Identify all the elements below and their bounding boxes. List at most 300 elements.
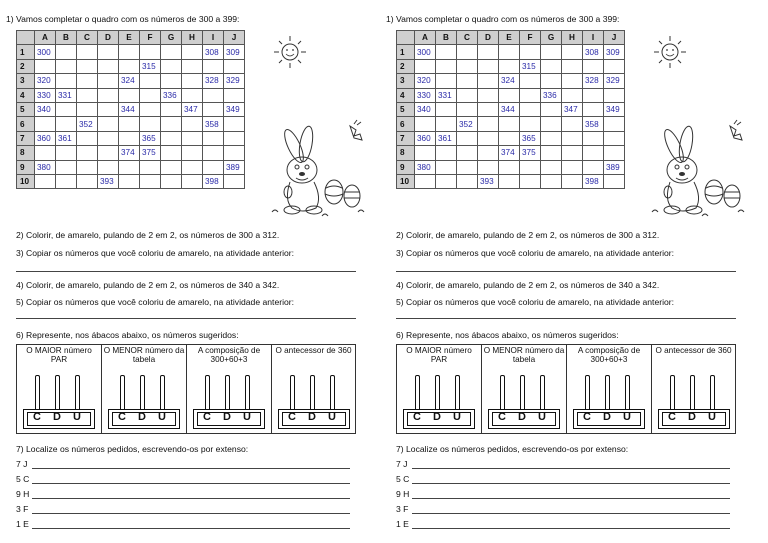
grid-cell[interactable] — [77, 160, 98, 174]
grid-cell[interactable] — [478, 160, 499, 174]
grid-cell[interactable] — [182, 45, 203, 59]
grid-row — [397, 146, 625, 160]
grid-cell[interactable] — [98, 45, 119, 59]
grid-cell[interactable] — [161, 45, 182, 59]
grid-cell[interactable] — [140, 117, 161, 131]
grid-cell[interactable]: 380 — [35, 160, 56, 174]
grid-cell[interactable] — [224, 88, 245, 102]
grid-cell[interactable]: 336 — [541, 88, 562, 102]
abacus-rod[interactable] — [140, 375, 145, 411]
grid-cell[interactable] — [562, 174, 583, 188]
abacus-rod[interactable] — [585, 375, 590, 411]
answer-line-q5[interactable] — [16, 318, 356, 319]
grid-cell[interactable] — [457, 174, 478, 188]
grid-cell[interactable] — [77, 102, 98, 116]
answer-line-q3[interactable] — [396, 271, 736, 272]
abacus-cell[interactable] — [272, 345, 355, 433]
abacus-title: O MENOR número da tabela — [483, 346, 565, 364]
grid-cell[interactable] — [583, 59, 604, 73]
answer-line-q5[interactable] — [396, 318, 736, 319]
grid-cell[interactable] — [478, 102, 499, 116]
grid-row-header: 8 — [17, 146, 35, 160]
grid-cell[interactable]: 380 — [415, 160, 436, 174]
grid-row-header: 5 — [397, 102, 415, 116]
abacus-cell[interactable] — [652, 345, 735, 433]
grid-cell[interactable] — [56, 160, 77, 174]
grid-cell[interactable] — [182, 131, 203, 145]
grid-cell[interactable] — [478, 117, 499, 131]
grid-cell[interactable] — [520, 117, 541, 131]
grid-cell[interactable] — [182, 88, 203, 102]
question-4: 4) Colorir, de amarelo, pulando de 2 em 2, os números de 340 a 342. — [396, 280, 660, 290]
grid-cell[interactable] — [98, 146, 119, 160]
grid-cell[interactable]: 365 — [520, 131, 541, 145]
grid-cell[interactable] — [56, 146, 77, 160]
abacus-rod[interactable] — [455, 375, 460, 411]
grid-cell[interactable] — [541, 146, 562, 160]
grid-cell[interactable] — [541, 131, 562, 145]
grid-cell[interactable] — [182, 174, 203, 188]
abacus-title: A composição de 300+60+3 — [197, 346, 261, 364]
grid-cell[interactable]: 352 — [457, 117, 478, 131]
grid-cell[interactable] — [457, 59, 478, 73]
grid-cell[interactable] — [203, 88, 224, 102]
q7-answer-line[interactable] — [32, 498, 350, 499]
abacus-title: O MAIOR número PAR — [406, 346, 472, 364]
grid-cell[interactable] — [224, 59, 245, 73]
grid-row — [17, 102, 245, 116]
grid-cell[interactable] — [182, 117, 203, 131]
grid-row-header: 5 — [17, 102, 35, 116]
question-5: 5) Copiar os números que você coloriu de amarelo, na atividade anterior: — [16, 297, 295, 307]
grid-cell[interactable] — [203, 102, 224, 116]
grid-cell[interactable]: 330 — [415, 88, 436, 102]
grid-cell[interactable]: 300 — [415, 45, 436, 59]
grid-cell[interactable] — [35, 117, 56, 131]
grid-cell[interactable]: 331 — [436, 88, 457, 102]
abacus-place-label: C — [583, 411, 591, 423]
grid-cell[interactable] — [182, 59, 203, 73]
abacus-title: O antecessor de 360 — [655, 346, 732, 355]
grid-column-header: I — [203, 31, 224, 45]
grid-cell[interactable]: 328 — [583, 74, 604, 88]
question-2: 2) Colorir, de amarelo, pulando de 2 em 2, os números de 300 a 312. — [396, 230, 660, 240]
grid-cell[interactable] — [583, 88, 604, 102]
grid-cell[interactable] — [140, 160, 161, 174]
grid-cell[interactable] — [56, 174, 77, 188]
grid-cell[interactable] — [562, 45, 583, 59]
grid-cell[interactable] — [161, 59, 182, 73]
q7-answer-line[interactable] — [32, 528, 350, 529]
grid-cell[interactable] — [457, 74, 478, 88]
grid-cell[interactable] — [119, 88, 140, 102]
grid-cell[interactable] — [436, 59, 457, 73]
grid-column-header: D — [98, 31, 119, 45]
grid-cell[interactable] — [56, 59, 77, 73]
grid-cell[interactable] — [415, 174, 436, 188]
grid-cell[interactable] — [604, 59, 625, 73]
grid-cell[interactable]: 398 — [203, 174, 224, 188]
abacus-cell[interactable] — [17, 345, 102, 433]
grid-cell[interactable] — [562, 74, 583, 88]
grid-cell[interactable] — [457, 160, 478, 174]
grid-cell[interactable] — [203, 160, 224, 174]
grid-cell[interactable] — [583, 131, 604, 145]
grid-cell[interactable] — [119, 174, 140, 188]
grid-cell[interactable] — [77, 45, 98, 59]
grid-column-header: A — [35, 31, 56, 45]
grid-cell[interactable] — [562, 131, 583, 145]
grid-cell[interactable]: 389 — [224, 160, 245, 174]
grid-cell[interactable] — [161, 102, 182, 116]
grid-cell[interactable] — [140, 88, 161, 102]
grid-cell[interactable]: 393 — [98, 174, 119, 188]
question-7: 7) Localize os números pedidos, escrevendo-os por extenso: — [396, 444, 629, 454]
grid-cell[interactable] — [77, 131, 98, 145]
grid-cell[interactable] — [499, 45, 520, 59]
abacus-rod[interactable] — [435, 375, 440, 411]
grid-cell[interactable]: 361 — [436, 131, 457, 145]
grid-cell[interactable]: 324 — [499, 74, 520, 88]
abacus-rod[interactable] — [415, 375, 420, 411]
q7-answer-line[interactable] — [412, 498, 730, 499]
q7-answer-line[interactable] — [412, 483, 730, 484]
grid-corner — [397, 31, 415, 45]
grid-cell[interactable]: 360 — [415, 131, 436, 145]
q7-item-label: 7 J — [396, 459, 408, 469]
grid-cell[interactable] — [77, 74, 98, 88]
grid-cell[interactable] — [98, 160, 119, 174]
question-7: 7) Localize os números pedidos, escrevendo-os por extenso: — [16, 444, 249, 454]
grid-cell[interactable] — [499, 59, 520, 73]
grid-row — [397, 131, 625, 145]
grid-cell[interactable]: 340 — [35, 102, 56, 116]
q7-answer-line[interactable] — [412, 468, 730, 469]
grid-cell[interactable]: 309 — [224, 45, 245, 59]
grid-cell[interactable]: 344 — [499, 102, 520, 116]
grid-cell[interactable] — [436, 45, 457, 59]
grid-cell[interactable] — [520, 102, 541, 116]
grid-cell[interactable] — [604, 131, 625, 145]
grid-cell[interactable] — [520, 45, 541, 59]
grid-cell[interactable] — [119, 160, 140, 174]
grid-cell[interactable] — [478, 131, 499, 145]
grid-cell[interactable]: 375 — [520, 146, 541, 160]
grid-cell[interactable]: 374 — [499, 146, 520, 160]
grid-cell[interactable] — [182, 74, 203, 88]
grid-cell[interactable]: 358 — [203, 117, 224, 131]
abacus-cell[interactable] — [482, 345, 567, 433]
grid-cell[interactable] — [119, 117, 140, 131]
grid-cell[interactable] — [436, 146, 457, 160]
grid-cell[interactable] — [415, 59, 436, 73]
grid-cell[interactable] — [203, 59, 224, 73]
grid-cell[interactable]: 320 — [35, 74, 56, 88]
grid-cell[interactable] — [457, 131, 478, 145]
grid-cell[interactable] — [415, 146, 436, 160]
grid-cell[interactable]: 352 — [77, 117, 98, 131]
grid-cell[interactable]: 308 — [203, 45, 224, 59]
grid-column-header: B — [436, 31, 457, 45]
grid-cell[interactable] — [140, 102, 161, 116]
grid-cell[interactable] — [119, 45, 140, 59]
grid-row — [397, 160, 625, 174]
grid-cell[interactable] — [604, 146, 625, 160]
grid-cell[interactable] — [520, 160, 541, 174]
grid-cell[interactable]: 344 — [119, 102, 140, 116]
grid-cell[interactable] — [98, 88, 119, 102]
abacus-rod[interactable] — [605, 375, 610, 411]
abacus-rod[interactable] — [520, 375, 525, 411]
question-1: 1) Vamos completar o quadro com os números de 300 a 399: — [6, 14, 240, 24]
abacus-rod[interactable] — [55, 375, 60, 411]
grid-cell[interactable] — [541, 160, 562, 174]
grid-cell[interactable] — [499, 88, 520, 102]
grid-row-header: 10 — [17, 174, 35, 188]
grid-cell[interactable] — [457, 88, 478, 102]
grid-cell[interactable] — [182, 146, 203, 160]
grid-cell[interactable] — [478, 74, 499, 88]
grid-cell[interactable] — [562, 117, 583, 131]
grid-cell[interactable] — [583, 160, 604, 174]
grid-cell[interactable] — [140, 45, 161, 59]
abacus-rod[interactable] — [500, 375, 505, 411]
grid-row-header: 2 — [397, 59, 415, 73]
grid-row — [397, 88, 625, 102]
grid-cell[interactable] — [562, 160, 583, 174]
abacus-place-label: D — [688, 411, 696, 423]
grid-cell[interactable]: 349 — [604, 102, 625, 116]
grid-column-header: G — [161, 31, 182, 45]
abacus-rod[interactable] — [245, 375, 250, 411]
grid-cell[interactable] — [224, 131, 245, 145]
grid-cell[interactable] — [98, 102, 119, 116]
abacus-rod[interactable] — [75, 375, 80, 411]
grid-cell[interactable] — [140, 74, 161, 88]
q7-item-label: 9 H — [16, 489, 30, 499]
abacus-rod[interactable] — [625, 375, 630, 411]
q7-item-label: 5 C — [396, 474, 410, 484]
abacus-rod[interactable] — [120, 375, 125, 411]
grid-cell[interactable] — [203, 146, 224, 160]
grid-cell[interactable] — [604, 174, 625, 188]
grid-row — [397, 59, 625, 73]
sun-drawing — [652, 34, 688, 75]
grid-cell[interactable] — [520, 88, 541, 102]
q7-item-label: 3 F — [16, 504, 29, 514]
grid-cell[interactable] — [541, 102, 562, 116]
grid-row — [397, 45, 625, 59]
grid-row — [17, 88, 245, 102]
grid-cell[interactable] — [541, 59, 562, 73]
grid-cell[interactable] — [161, 160, 182, 174]
grid-cell[interactable] — [35, 146, 56, 160]
grid-cell[interactable]: 389 — [604, 160, 625, 174]
abacus-rod[interactable] — [225, 375, 230, 411]
grid-cell[interactable] — [98, 131, 119, 145]
abacus-cell[interactable] — [102, 345, 187, 433]
grid-cell[interactable] — [35, 174, 56, 188]
grid-cell[interactable] — [77, 59, 98, 73]
abacus-rod[interactable] — [290, 375, 295, 411]
grid-cell[interactable]: 324 — [119, 74, 140, 88]
grid-cell[interactable] — [35, 59, 56, 73]
abacus-rod[interactable] — [690, 375, 695, 411]
grid-cell[interactable] — [499, 160, 520, 174]
grid-cell[interactable] — [161, 174, 182, 188]
grid-row — [17, 174, 245, 188]
grid-cell[interactable] — [56, 45, 77, 59]
question-3: 3) Copiar os números que você coloriu de amarelo, na atividade anterior: — [16, 248, 295, 258]
grid-cell[interactable] — [98, 74, 119, 88]
grid-cell[interactable]: 393 — [478, 174, 499, 188]
question-5: 5) Copiar os números que você coloriu de amarelo, na atividade anterior: — [396, 297, 675, 307]
grid-cell[interactable] — [478, 146, 499, 160]
grid-cell[interactable] — [98, 117, 119, 131]
q7-answer-line[interactable] — [412, 528, 730, 529]
grid-cell[interactable] — [436, 74, 457, 88]
grid-cell[interactable]: 300 — [35, 45, 56, 59]
grid-cell[interactable] — [478, 88, 499, 102]
grid-cell[interactable] — [182, 160, 203, 174]
grid-row-header: 9 — [397, 160, 415, 174]
grid-corner — [17, 31, 35, 45]
grid-cell[interactable] — [478, 45, 499, 59]
grid-cell[interactable]: 358 — [583, 117, 604, 131]
grid-cell[interactable] — [436, 102, 457, 116]
grid-cell[interactable] — [77, 88, 98, 102]
grid-cell[interactable] — [499, 117, 520, 131]
grid-cell[interactable] — [436, 117, 457, 131]
q7-item-label: 9 H — [396, 489, 410, 499]
grid-cell[interactable] — [541, 174, 562, 188]
grid-cell[interactable]: 329 — [604, 74, 625, 88]
grid-cell[interactable] — [119, 131, 140, 145]
grid-cell[interactable] — [541, 117, 562, 131]
grid-cell[interactable] — [436, 160, 457, 174]
grid-cell[interactable] — [203, 131, 224, 145]
abacus-rod[interactable] — [310, 375, 315, 411]
bunny-with-eggs-drawing — [262, 112, 372, 229]
grid-cell[interactable] — [499, 131, 520, 145]
abacus-rod[interactable] — [330, 375, 335, 411]
grid-cell[interactable]: 347 — [182, 102, 203, 116]
grid-row-header: 3 — [17, 74, 35, 88]
grid-cell[interactable] — [224, 146, 245, 160]
grid-cell[interactable] — [56, 117, 77, 131]
grid-cell[interactable] — [562, 146, 583, 160]
grid-row-header: 6 — [17, 117, 35, 131]
grid-cell[interactable] — [541, 45, 562, 59]
abacus-rod[interactable] — [710, 375, 715, 411]
grid-cell[interactable]: 315 — [140, 59, 161, 73]
grid-cell[interactable]: 360 — [35, 131, 56, 145]
q7-answer-line[interactable] — [32, 513, 350, 514]
grid-cell[interactable]: 329 — [224, 74, 245, 88]
abacus-cell[interactable] — [187, 345, 272, 433]
grid-cell[interactable] — [520, 174, 541, 188]
grid-cell[interactable] — [436, 174, 457, 188]
grid-cell[interactable]: 374 — [119, 146, 140, 160]
grid-row-header: 10 — [397, 174, 415, 188]
grid-row — [17, 59, 245, 73]
grid-cell[interactable] — [457, 45, 478, 59]
abacus-rod[interactable] — [35, 375, 40, 411]
grid-cell[interactable]: 309 — [604, 45, 625, 59]
grid-cell[interactable] — [161, 146, 182, 160]
worksheet-right — [380, 0, 764, 543]
grid-cell[interactable] — [415, 117, 436, 131]
grid-cell[interactable]: 349 — [224, 102, 245, 116]
grid-cell[interactable]: 331 — [56, 88, 77, 102]
grid-cell[interactable]: 375 — [140, 146, 161, 160]
grid-cell[interactable] — [140, 174, 161, 188]
abacus-cell[interactable] — [567, 345, 652, 433]
grid-row-header: 1 — [397, 45, 415, 59]
grid-cell[interactable]: 336 — [161, 88, 182, 102]
grid-cell[interactable]: 330 — [35, 88, 56, 102]
abacus-rod[interactable] — [670, 375, 675, 411]
q7-answer-line[interactable] — [412, 513, 730, 514]
sun-drawing — [272, 34, 308, 75]
grid-cell[interactable] — [56, 102, 77, 116]
abacus-table — [396, 344, 736, 434]
grid-cell[interactable] — [457, 146, 478, 160]
grid-cell[interactable] — [77, 146, 98, 160]
grid-cell[interactable]: 315 — [520, 59, 541, 73]
grid-cell[interactable] — [562, 88, 583, 102]
number-grid — [396, 30, 625, 189]
grid-cell[interactable] — [161, 131, 182, 145]
grid-cell[interactable] — [77, 174, 98, 188]
grid-cell[interactable] — [457, 102, 478, 116]
grid-cell[interactable]: 340 — [415, 102, 436, 116]
q7-answer-line[interactable] — [32, 468, 350, 469]
grid-cell[interactable] — [604, 117, 625, 131]
grid-cell[interactable] — [583, 146, 604, 160]
abacus-place-label: U — [243, 411, 251, 423]
grid-cell[interactable] — [541, 74, 562, 88]
grid-cell[interactable]: 361 — [56, 131, 77, 145]
q7-answer-line[interactable] — [32, 483, 350, 484]
abacus-rod[interactable] — [205, 375, 210, 411]
grid-cell[interactable] — [98, 59, 119, 73]
grid-cell[interactable]: 398 — [583, 174, 604, 188]
grid-cell[interactable] — [56, 74, 77, 88]
grid-cell[interactable] — [562, 59, 583, 73]
grid-cell[interactable] — [161, 74, 182, 88]
grid-cell[interactable] — [583, 102, 604, 116]
abacus-rod[interactable] — [160, 375, 165, 411]
grid-cell[interactable] — [499, 174, 520, 188]
grid-cell[interactable]: 308 — [583, 45, 604, 59]
grid-cell[interactable] — [224, 117, 245, 131]
grid-cell[interactable]: 365 — [140, 131, 161, 145]
grid-cell[interactable] — [520, 74, 541, 88]
grid-cell[interactable]: 320 — [415, 74, 436, 88]
grid-cell[interactable] — [604, 88, 625, 102]
grid-cell[interactable]: 328 — [203, 74, 224, 88]
abacus-rod[interactable] — [540, 375, 545, 411]
grid-cell[interactable] — [224, 174, 245, 188]
grid-cell[interactable] — [161, 117, 182, 131]
grid-cell[interactable] — [478, 59, 499, 73]
abacus-cell[interactable] — [397, 345, 482, 433]
grid-cell[interactable] — [119, 59, 140, 73]
grid-column-header: G — [541, 31, 562, 45]
grid-cell[interactable]: 347 — [562, 102, 583, 116]
answer-line-q3[interactable] — [16, 271, 356, 272]
